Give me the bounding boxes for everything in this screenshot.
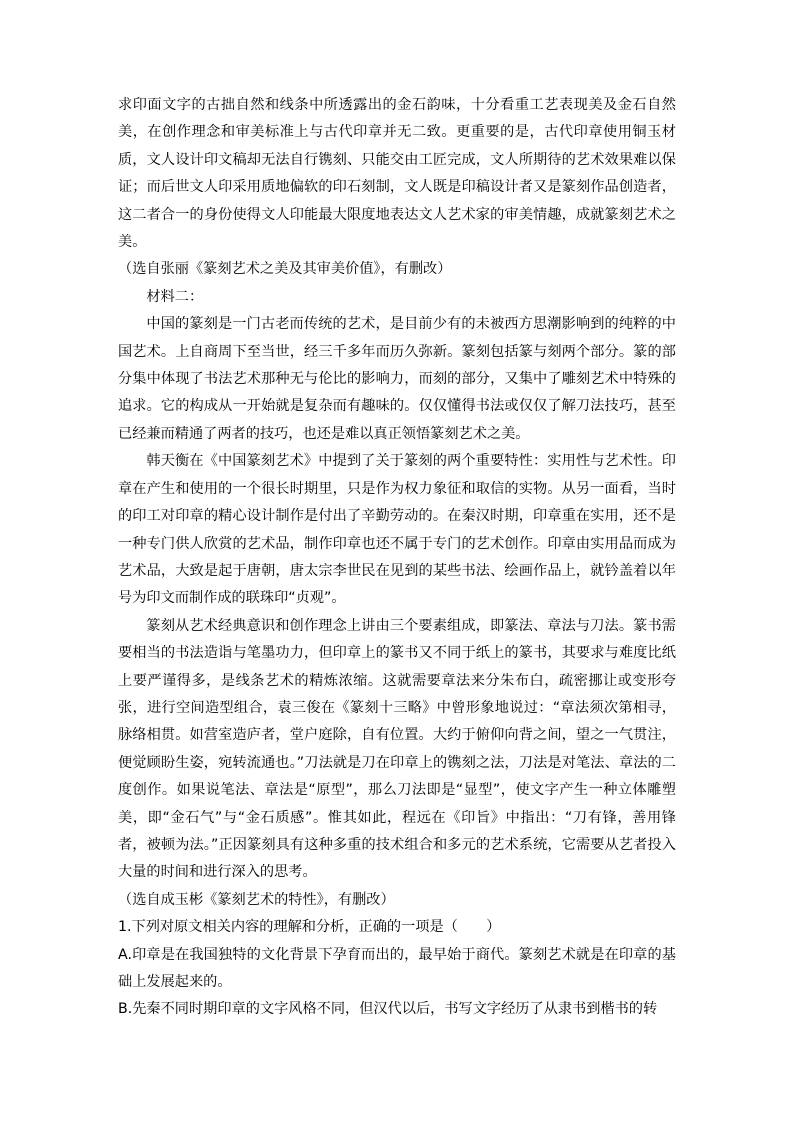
material-one-continuation-paragraph: 求印面文字的古拙自然和线条中所透露出的金石韵味，十分看重工艺表现美及金石自然美，在创作理念和审美标准上与古代印章并无二致。更重要的是，古代印章使用铜玉材质，文人设计印文稿却无法自行镌刻、只能交由工匠完成，文人所期待的艺术效果难以保证；而后世文人印采用质地偏软的印石刻制，文人既是印稿设计者又是篆刻作品创造者，这二者合一的身份使得文人印能最大限度地表达文人艺术家的审美情趣，成就篆刻艺术之美。 <box>118 97 676 251</box>
material-two-heading: 材料二： <box>146 288 204 305</box>
material-one-attribution: （选自张丽《篆刻艺术之美及其审美价值》，有删改） <box>118 261 452 278</box>
material-two-paragraph-2: 韩天衡在《中国篆刻艺术》中提到了关于篆刻的两个重要特性：实用性与艺术性。印章在产生和使用的一个很长时期里，只是作为权力象征和取信的实物。从另一面看，当时的印工对印章的精心设计制作是付出了辛勤劳动的。在秦汉时期，印章重在实用，还不是一种专门供人欣赏的艺术品，制作印章也还不属于专门的艺术创作。印章由实用品而成为艺术品，大致是起于唐朝，唐太宗李世民在见到的某些书法、绘画作品上，就钤盖着以年号为印文而制作成的联珠印“贞观”。 <box>118 453 676 607</box>
material-two-paragraph-1: 中国的篆刻是一门古老而传统的艺术，是目前少有的未被西方思潮影响到的纯粹的中国艺术。上自商周下至当世，经三千多年而历久弥新。篆刻包括篆与刻两个部分。篆的部分集中体现了书法艺术那种无与伦比的影响力，而刻的部分，又集中了雕刻艺术中特殊的追求。它的构成从一开始就是复杂而有趣味的。仅仅懂得书法或仅仅了解刀法技巧，甚至已经兼而精通了两者的技巧，也还是难以真正领悟篆刻艺术之美。 <box>118 316 676 442</box>
question-1-option-b: B.先秦不同时期印章的文字风格不同，但汉代以后，书写文字经历了从隶书到楷书的转 <box>118 1001 658 1018</box>
material-two-paragraph-3: 篆刻从艺术经典意识和创作理念上讲由三个要素组成，即篆法、章法与刀法。篆书需要相当的书法造诣与笔墨功力，但印章上的篆书又不同于纸上的篆书，其要求与难度比纸上要严谨得多，是线条艺术的精炼浓缩。这就需要章法来分朱布白，疏密挪让或变形夸张，进行空间造型组合，袁三俊在《篆刻十三略》中曾形象地说过：“章法须次第相寻，脉络相贯。如营室造庐者，堂户庭除，自有位置。大约于俯仰向背之间，望之一气贯注，便觉顾盼生姿，宛转流通也。”刀法就是刀在印章上的镌刻之法，刀法是对笔法、章法的二度创作。如果说笔法、章法是“原型”，那么刀法即是“显型”，使文字产生一种立体雕塑美，即“金石气”与“金石质感”。惟其如此，程远在《印旨》中指出：“刀有锋，善用锋者，被顿为法。”正因篆刻具有这种多重的技术组合和多元的艺术系统，它需要从艺者投入大量的时间和进行深入的思考。 <box>118 617 676 881</box>
question-1-stem: 1.下列对原文相关内容的理解和分析，正确的一项是（ ） <box>118 919 501 936</box>
material-two-attribution: （选自成玉彬《篆刻艺术的特性》，有删改） <box>118 891 395 908</box>
question-1-option-a: A.印章是在我国独特的文化背景下孕育而出的，最早始于商代。篆刻艺术就是在印章的基础上发展起来的。 <box>118 946 676 990</box>
